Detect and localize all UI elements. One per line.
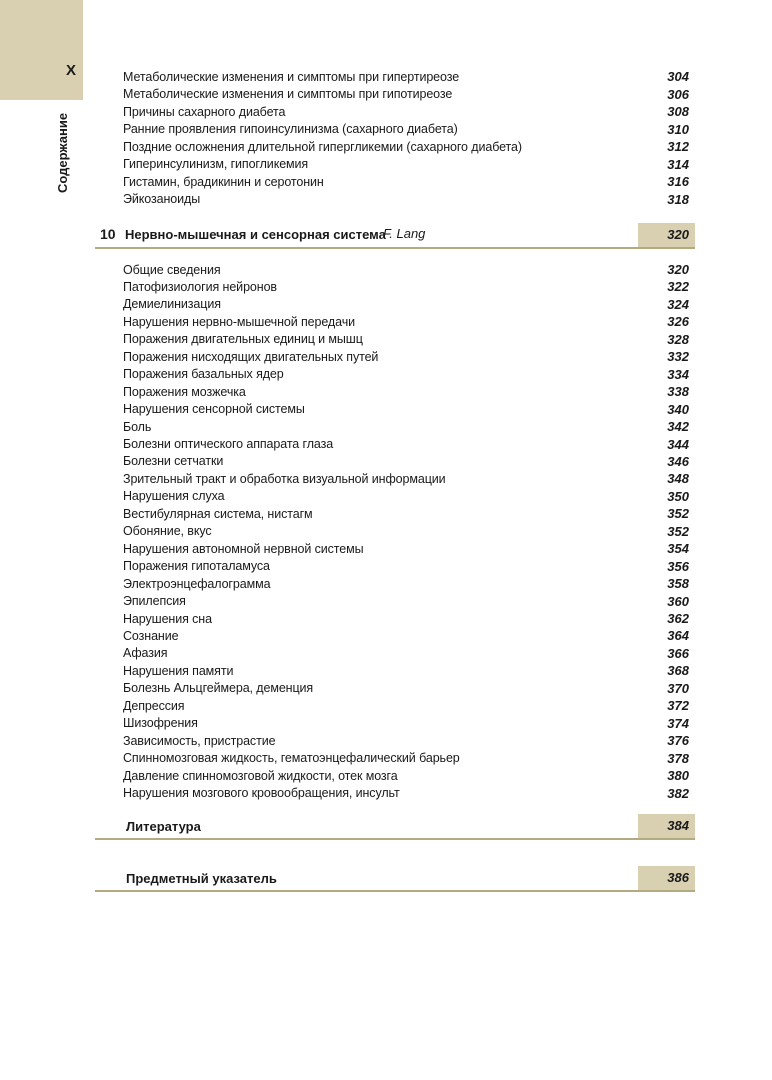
toc-entry-title: Метаболические изменения и симптомы при гипертиреозе <box>123 69 460 84</box>
toc-entry-page: 318 <box>667 191 689 207</box>
toc-entry-page: 372 <box>667 698 689 714</box>
toc-entry-title: Эпилепсия <box>123 594 186 609</box>
toc-entry[interactable] <box>123 156 689 173</box>
literature-title: Литература <box>126 819 201 834</box>
toc-entry-page: 362 <box>667 611 689 626</box>
toc-entry-title: Сознание <box>123 628 179 643</box>
toc-entry-page: 306 <box>667 86 689 102</box>
toc-entry[interactable] <box>123 488 689 505</box>
literature-header[interactable] <box>95 814 695 840</box>
index-header[interactable] <box>95 866 695 892</box>
toc-entry-page: 312 <box>667 139 689 155</box>
toc-entry-page: 354 <box>667 541 689 557</box>
toc-entry[interactable] <box>123 697 689 714</box>
toc-entry[interactable] <box>123 523 689 540</box>
toc-entry-page: 310 <box>667 121 689 137</box>
toc-entry-title: Боль <box>123 419 152 434</box>
toc-entry[interactable] <box>123 313 689 330</box>
toc-entry[interactable] <box>123 86 689 103</box>
page-section-letter: X <box>66 62 77 79</box>
chapter-10-header[interactable] <box>95 223 695 249</box>
toc-entry-title: Болезни оптического аппарата глаза <box>123 437 334 451</box>
toc-entry-page: 324 <box>667 296 689 312</box>
toc-entry-page: 340 <box>667 401 689 417</box>
toc-entry-title: Метаболические изменения и симптомы при гипотиреозе <box>123 87 453 102</box>
toc-entry-title: Поражения мозжечка <box>123 384 246 399</box>
toc-entry-page: 370 <box>667 680 689 696</box>
toc-entry-title: Поражения гипоталамуса <box>123 559 270 574</box>
toc-entry-page: 366 <box>667 645 689 661</box>
toc-entry-title: Депрессия <box>123 698 185 713</box>
toc-entry[interactable] <box>123 575 689 592</box>
toc-entry[interactable] <box>123 767 689 784</box>
toc-entry-title: Нарушения сенсорной системы <box>123 402 305 417</box>
toc-entry-page: 328 <box>667 331 689 347</box>
toc-entry-page: 320 <box>667 262 689 277</box>
toc-entry[interactable] <box>123 680 689 697</box>
toc-entry[interactable] <box>123 470 689 487</box>
toc-entry-page: 358 <box>667 576 689 592</box>
toc-entry[interactable] <box>123 645 689 662</box>
toc-entry[interactable] <box>123 540 689 557</box>
toc-entry[interactable] <box>123 68 689 85</box>
toc-entry[interactable] <box>123 593 689 610</box>
toc-entry[interactable] <box>123 418 689 435</box>
toc-entry-title: Афазия <box>123 646 168 661</box>
toc-entry[interactable] <box>123 401 689 418</box>
toc-entry-page: 334 <box>667 366 689 382</box>
toc-entry-title: Электроэнцефалограмма <box>123 576 271 591</box>
toc-entry-title: Поражения базальных ядер <box>123 367 284 382</box>
toc-entry-title: Гиперинсулинизм, гипогликемия <box>123 157 309 172</box>
toc-entry-title: Поражения двигательных единиц и мышц <box>123 332 363 347</box>
toc-entry-page: 348 <box>667 471 689 487</box>
toc-entry[interactable] <box>123 261 689 278</box>
toc-entry[interactable] <box>123 715 689 732</box>
toc-entry-page: 314 <box>667 156 689 172</box>
toc-entry-title: Нарушения мозгового кровообращения, инсульт <box>123 786 400 800</box>
toc-entry[interactable] <box>123 366 689 383</box>
toc-entry-page: 374 <box>667 715 689 731</box>
toc-entry-page: 338 <box>667 384 689 400</box>
toc-entry-title: Нарушения сна <box>123 611 212 626</box>
toc-entry-title: Болезнь Альцгеймера, деменция <box>123 681 314 696</box>
toc-entry-title: Демиелинизация <box>123 297 221 312</box>
toc-entry-page: 376 <box>667 733 689 749</box>
toc-entry-page: 342 <box>667 419 689 435</box>
chapter-page: 320 <box>638 223 695 247</box>
toc-entry-title: Давление спинномозговой жидкости, отек мозга <box>123 768 398 783</box>
toc-entry-title: Вестибулярная система, нистагм <box>123 506 313 521</box>
toc-entry-page: 378 <box>667 750 689 766</box>
toc-entry[interactable] <box>123 103 689 120</box>
toc-entry[interactable] <box>123 138 689 155</box>
toc-entry-page: 316 <box>667 174 689 190</box>
toc-entry-page: 382 <box>667 785 689 801</box>
side-label-contents: Содержание <box>55 112 70 193</box>
toc-entry[interactable] <box>123 278 689 295</box>
toc-entry[interactable] <box>123 785 689 802</box>
toc-entry-page: 380 <box>667 768 689 784</box>
toc-entry-title: Обоняние, вкус <box>123 524 212 539</box>
toc-entry-title: Эйкозаноиды <box>123 192 201 207</box>
toc-entry-title: Шизофрения <box>123 716 198 731</box>
toc-entry-page: 352 <box>667 523 689 539</box>
toc-entry-page: 364 <box>667 628 689 644</box>
toc-entry-title: Патофизиология нейронов <box>123 279 277 294</box>
toc-entry-title: Нарушения автономной нервной системы <box>123 541 364 556</box>
toc-entry[interactable] <box>123 750 689 767</box>
toc-entry-page: 360 <box>667 593 689 609</box>
toc-entry[interactable] <box>123 191 689 208</box>
toc-entry-title: Зависимость, пристрастие <box>123 733 276 748</box>
toc-entry[interactable] <box>123 296 689 313</box>
toc-entry[interactable] <box>123 732 689 749</box>
toc-entry[interactable] <box>123 121 689 138</box>
toc-entry[interactable] <box>123 383 689 400</box>
toc-entry[interactable] <box>123 453 689 470</box>
toc-entry-page: 304 <box>667 69 689 84</box>
toc-entry[interactable] <box>123 173 689 190</box>
toc-entry-title: Спинномозговая жидкость, гематоэнцефалический барьер <box>123 751 460 766</box>
chapter-author: F. Lang <box>383 226 426 241</box>
side-tab <box>0 0 83 100</box>
toc-entry-page: 356 <box>667 558 689 574</box>
toc-entry[interactable] <box>123 348 689 365</box>
toc-entry-page: 350 <box>667 488 689 504</box>
toc-entry-title: Поражения нисходящих двигательных путей <box>123 349 379 364</box>
toc-entry-page: 368 <box>667 663 689 679</box>
toc-entry-title: Нарушения слуха <box>123 489 225 504</box>
toc-entry[interactable] <box>123 558 689 575</box>
toc-entry[interactable] <box>123 662 689 679</box>
toc-entry[interactable] <box>123 505 689 522</box>
toc-entry-title: Нарушения памяти <box>123 663 234 678</box>
toc-entry[interactable] <box>123 436 689 453</box>
toc-entry-title: Гистамин, брадикинин и серотонин <box>123 174 324 189</box>
chapter-number: 10 <box>100 226 116 242</box>
chapter-title: Нервно-мышечная и сенсорная система <box>125 227 386 242</box>
toc-entry-page: 332 <box>667 349 689 365</box>
toc-entry-page: 308 <box>667 104 689 120</box>
toc-entry-page: 346 <box>667 453 689 469</box>
toc-entry[interactable] <box>123 627 689 644</box>
toc-entry-page: 352 <box>667 506 689 522</box>
index-page: 386 <box>638 866 695 890</box>
toc-entry[interactable] <box>123 331 689 348</box>
toc-entry-page: 326 <box>667 314 689 330</box>
index-title: Предметный указатель <box>126 871 277 886</box>
toc-entry-title: Нарушения нервно-мышечной передачи <box>123 314 355 329</box>
toc-entry-title: Зрительный тракт и обработка визуальной информации <box>123 471 446 486</box>
literature-page: 384 <box>638 814 695 838</box>
toc-entry-title: Болезни сетчатки <box>123 454 224 469</box>
toc-entry-page: 322 <box>667 279 689 295</box>
toc-entry-title: Причины сахарного диабета <box>123 104 286 119</box>
toc-entry-title: Общие сведения <box>123 262 221 277</box>
toc-entry[interactable] <box>123 610 689 627</box>
toc-entry-title: Ранние проявления гипоинсулинизма (сахарного диабета) <box>123 122 458 137</box>
toc-entry-page: 344 <box>667 436 689 452</box>
toc-entry-title: Поздние осложнения длительной гипергликемии (сахарного диабета) <box>123 139 522 154</box>
